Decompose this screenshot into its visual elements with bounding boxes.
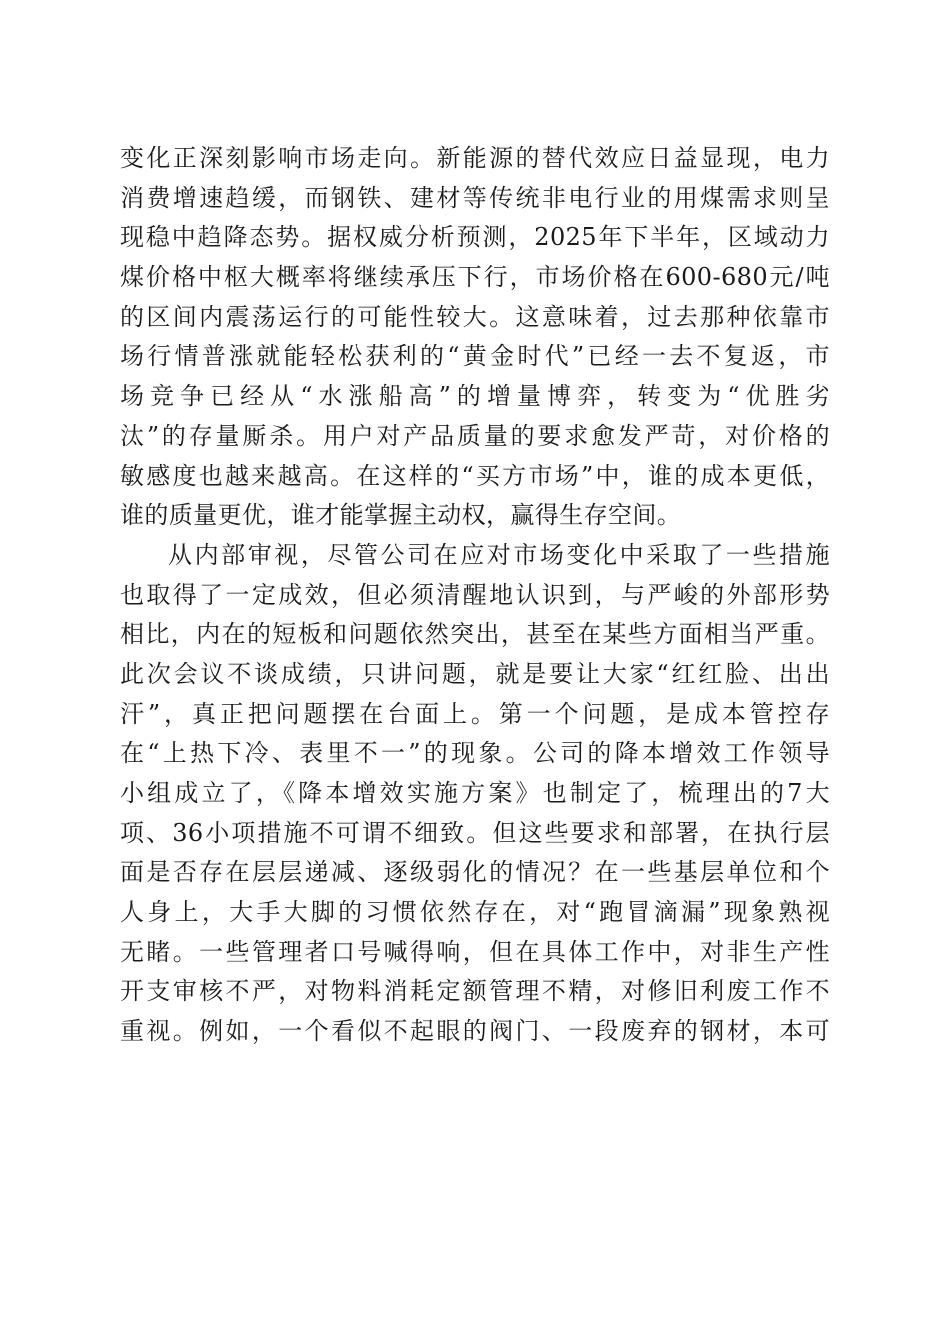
text-line: 场竞争已经从“水涨船高”的增量博弈，转变为“优胜劣 xyxy=(120,382,830,411)
text-line: 现稳中趋降态势。据权威分析预测，2025年下半年，区域动力 xyxy=(120,223,830,252)
text-line: 也取得了一定成效，但必须清醒地认识到，与严峻的外部形势 xyxy=(120,580,830,609)
text-line: 面是否存在层层递减、逐级弱化的情况？在一些基层单位和个 xyxy=(120,858,830,887)
text-line: 消费增速趋缓，而钢铁、建材等传统非电行业的用煤需求则呈 xyxy=(120,183,830,212)
text-line: 的区间内震荡运行的可能性较大。这意味着，过去那种依靠市 xyxy=(120,302,830,331)
text-line: 重视。例如，一个看似不起眼的阀门、一段废弃的钢材，本可 xyxy=(120,1017,830,1046)
text-line: 相比，内在的短板和问题依然突出，甚至在某些方面相当严重。 xyxy=(120,620,830,649)
text-line: 人身上，大手大脚的习惯依然存在，对“跑冒滴漏”现象熟视 xyxy=(120,898,830,927)
text-line: 汰”的存量厮杀。用户对产品质量的要求愈发严苛，对价格的 xyxy=(120,421,830,450)
text-line: 在“上热下冷、表里不一”的现象。公司的降本增效工作领导 xyxy=(120,739,830,768)
text-line: 开支审核不严，对物料消耗定额管理不精，对修旧利废工作不 xyxy=(120,977,830,1006)
text-line: 煤价格中枢大概率将继续承压下行，市场价格在600-680元/吨 xyxy=(120,263,830,292)
text-line: 此次会议不谈成绩，只讲问题，就是要让大家“红红脸、出出 xyxy=(120,659,830,688)
text-line: 场行情普涨就能轻松获利的“黄金时代”已经一去不复返，市 xyxy=(120,342,830,371)
text-line: 从内部审视，尽管公司在应对市场变化中采取了一些措施 xyxy=(168,540,830,569)
paragraph-1 xyxy=(120,139,830,536)
paragraph-2 xyxy=(120,536,830,1052)
text-line: 敏感度也越来越高。在这样的“买方市场”中，谁的成本更低， xyxy=(120,461,830,490)
text-line: 谁的质量更优，谁才能掌握主动权，赢得生存空间。 xyxy=(120,501,682,530)
text-line: 汗”，真正把问题摆在台面上。第一个问题，是成本管控存 xyxy=(120,699,830,728)
document-body xyxy=(120,139,830,1052)
text-line: 小组成立了，《降本增效实施方案》也制定了，梳理出的7大 xyxy=(120,779,830,807)
text-line: 变化正深刻影响市场走向。新能源的替代效应日益显现，电力 xyxy=(120,144,830,172)
text-line: 项、36小项措施不可谓不细致。但这些要求和部署，在执行层 xyxy=(120,818,830,847)
text-line: 无睹。一些管理者口号喊得响，但在具体工作中，对非生产性 xyxy=(120,937,830,966)
